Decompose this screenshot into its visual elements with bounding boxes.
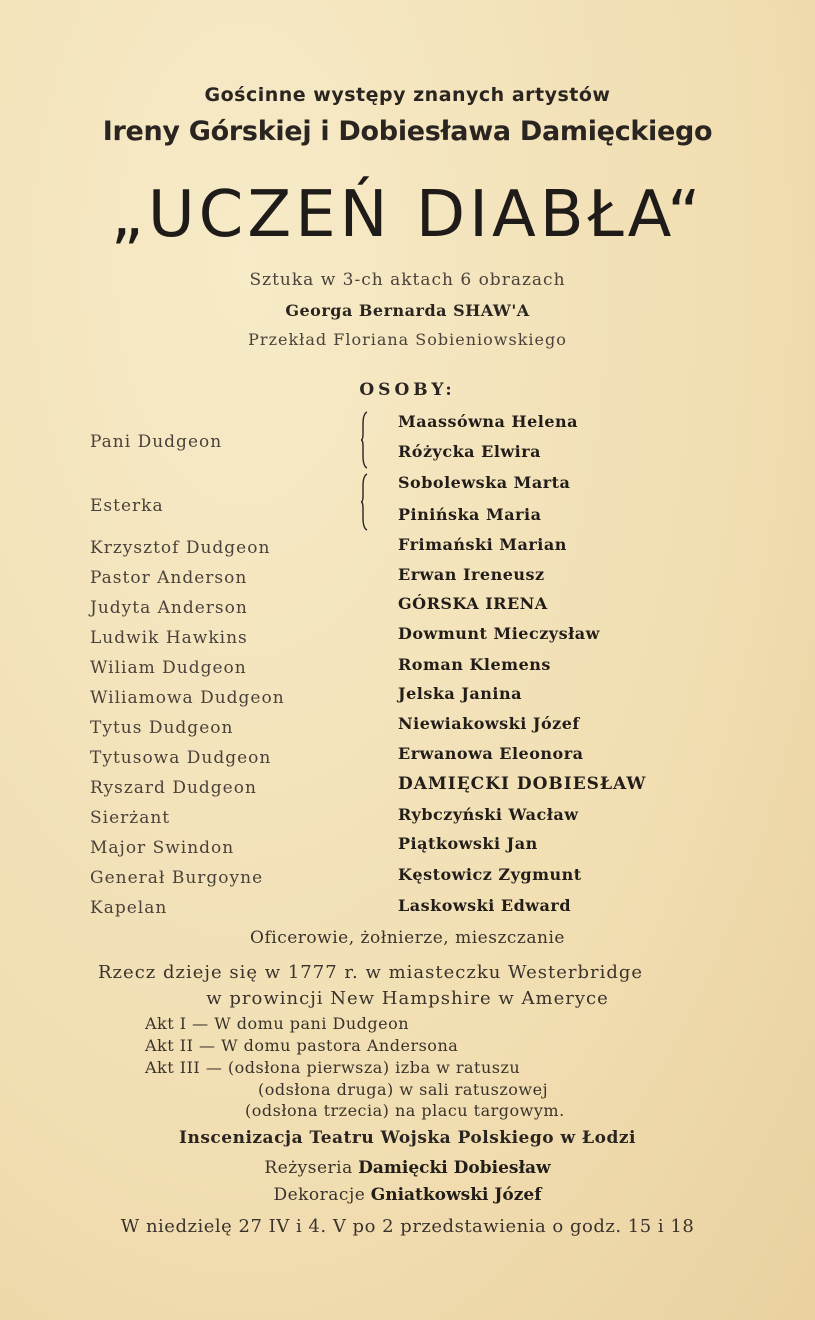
design-credit: [0, 1185, 815, 1205]
cast-actor: Erwanowa Eleonora: [398, 744, 584, 763]
cast-role: Judyta Anderson: [90, 598, 248, 618]
cast-actor: Rybczyński Wacław: [398, 805, 579, 824]
cast-actor: Laskowski Edward: [398, 896, 572, 915]
extras-line: Oficerowie, żołnierze, mieszczanie: [250, 928, 565, 948]
design-label: Dekoracje: [273, 1185, 366, 1205]
brace-icon: [361, 410, 368, 470]
design-name: Gniatkowski Józef: [370, 1185, 542, 1205]
cast-role: Major Swindon: [90, 838, 235, 858]
cast-actor: Jelska Janina: [398, 684, 523, 703]
cast-actor: Pinińska Maria: [398, 505, 542, 524]
cast-actor: Dowmunt Mieczysław: [398, 624, 600, 643]
direction-credit: [0, 1158, 815, 1178]
act-line: (odsłona trzecia) na placu targowym.: [245, 1101, 565, 1120]
cast-actor: Różycka Elwira: [398, 442, 542, 461]
cast-role: Tytusowa Dudgeon: [90, 748, 272, 768]
cast-actor: Kęstowicz Zygmunt: [398, 865, 582, 884]
act-line: (odsłona druga) w sali ratuszowej: [258, 1080, 549, 1099]
cast-actor: Sobolewska Marta: [398, 473, 571, 492]
performance-dates: W niedzielę 27 IV i 4. V po 2 przedstawienia o godz. 15 i 18: [120, 1216, 695, 1237]
cast-actor: Piątkowski Jan: [398, 834, 538, 853]
act-line: Akt III — (odsłona pierwsza) izba w ratuszu: [145, 1058, 521, 1077]
act-line: Akt II — W domu pastora Andersona: [145, 1036, 459, 1055]
act-line: Akt I — W domu pani Dudgeon: [145, 1014, 410, 1033]
artists-line: Ireny Górskiej i Dobiesława Damięckiego: [102, 116, 713, 147]
cast-actor: Maassówna Helena: [398, 412, 579, 431]
play-description: Sztuka w 3-ch aktach 6 obrazach: [249, 270, 566, 290]
cast-role: Generał Burgoyne: [90, 868, 264, 888]
cast-role: Wiliamowa Dudgeon: [90, 688, 285, 708]
cast-actor: Roman Klemens: [398, 655, 551, 674]
play-translation: Przekład Floriana Sobieniowskiego: [248, 330, 567, 349]
play-title: „UCZEŃ DIABŁA“: [110, 178, 705, 252]
production-line: Inscenizacja Teatru Wojska Polskiego w Łodzi: [179, 1128, 636, 1148]
cast-actor: Frimański Marian: [398, 535, 567, 554]
cast-heading: OSOBY:: [359, 380, 456, 400]
cast-role: Ludwik Hawkins: [90, 628, 248, 648]
cast-role: Pastor Anderson: [90, 568, 248, 588]
cast-role: Pani Dudgeon: [90, 432, 223, 452]
cast-actor: Erwan Ireneusz: [398, 565, 545, 584]
cast-role: Ryszard Dudgeon: [90, 778, 257, 798]
cast-role: Sierżant: [90, 808, 171, 828]
cast-role: Esterka: [90, 496, 164, 516]
cast-actor: Niewiakowski Józef: [398, 714, 580, 733]
setting-line: Rzecz dzieje się w 1777 r. w miasteczku Westerbridge: [98, 962, 644, 983]
cast-role: Tytus Dudgeon: [90, 718, 234, 738]
cast-actor: DAMIĘCKI DOBIESŁAW: [398, 774, 647, 794]
setting-line: w prowincji New Hampshire w Ameryce: [206, 988, 609, 1009]
cast-role: Kapelan: [90, 898, 168, 918]
brace-icon: [361, 472, 368, 532]
guest-performance-line: Gościnne występy znanych artystów: [204, 84, 611, 106]
direction-name: Damięcki Dobiesław: [358, 1158, 551, 1178]
direction-label: Reżyseria: [264, 1158, 353, 1178]
cast-role: Krzysztof Dudgeon: [90, 538, 271, 558]
play-author: Georga Bernarda SHAW'A: [285, 301, 530, 320]
cast-actor: GÓRSKA IRENA: [398, 594, 548, 613]
cast-role: Wiliam Dudgeon: [90, 658, 247, 678]
